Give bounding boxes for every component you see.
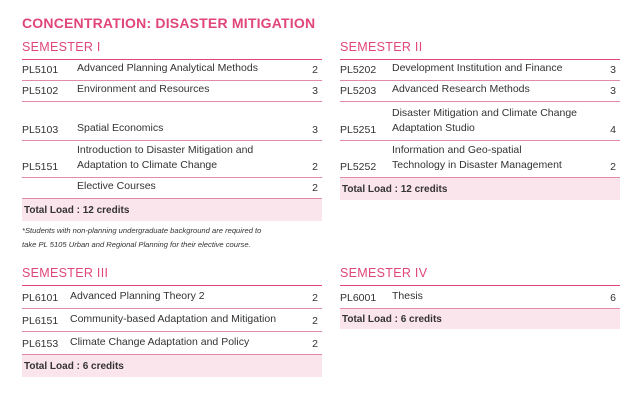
- course-code: PL6101: [22, 292, 59, 304]
- course-code: PL5203: [340, 85, 377, 97]
- course-row: [340, 286, 620, 309]
- course-row: [22, 81, 322, 102]
- course-row: [340, 141, 620, 178]
- course-credits: 2: [610, 161, 616, 173]
- course-credits: 2: [312, 64, 318, 76]
- course-row: [22, 286, 322, 309]
- course-name: Disaster Mitigation and Climate Change Adaptation Studio: [392, 107, 578, 134]
- course-credits: 2: [312, 292, 318, 304]
- course-row: [22, 332, 322, 355]
- course-row: [22, 102, 322, 141]
- course-credits: 3: [610, 85, 616, 97]
- total-load: Total Load : 6 credits: [22, 355, 322, 377]
- course-row: [22, 178, 322, 199]
- semester-3-section: [22, 266, 322, 377]
- course-row: [340, 60, 620, 81]
- course-name: Thesis: [392, 290, 423, 302]
- course-name: Elective Courses: [77, 180, 156, 192]
- course-code: PL6153: [22, 338, 59, 350]
- course-row: [340, 81, 620, 102]
- course-code: PL5202: [340, 64, 377, 76]
- course-name: Development Institution and Finance: [392, 62, 563, 74]
- total-load: Total Load : 6 credits: [340, 309, 620, 329]
- semester-heading: SEMESTER IV: [340, 266, 620, 286]
- course-row: [22, 60, 322, 81]
- course-code: PL6151: [22, 315, 59, 327]
- course-row: [22, 309, 322, 332]
- course-name: Spatial Economics: [77, 122, 164, 134]
- semester-1-section: [22, 40, 322, 252]
- semester-4-section: [340, 266, 620, 329]
- course-name: Advanced Planning Theory 2: [70, 290, 205, 302]
- course-credits: 2: [312, 161, 318, 173]
- semester-heading: SEMESTER II: [340, 40, 620, 60]
- course-credits: 3: [610, 64, 616, 76]
- course-row: [340, 102, 620, 141]
- course-code: PL5101: [22, 64, 59, 76]
- course-name: Advanced Planning Analytical Methods: [77, 62, 258, 74]
- course-credits: 4: [610, 124, 616, 136]
- course-credits: 2: [312, 338, 318, 350]
- course-name: Climate Change Adaptation and Policy: [70, 336, 250, 348]
- course-credits: 6: [610, 292, 616, 304]
- total-load: Total Load : 12 credits: [22, 199, 322, 221]
- course-row: [22, 141, 322, 178]
- course-name: Community-based Adaptation and Mitigation: [70, 313, 277, 325]
- course-code: PL5103: [22, 124, 59, 136]
- page-title: CONCENTRATION: DISASTER MITIGATION: [22, 15, 316, 31]
- course-name: Information and Geo-spatial Technology in Disaster Management: [392, 144, 562, 171]
- semester-2-section: [340, 40, 620, 200]
- course-name: Environment and Resources: [77, 83, 210, 95]
- semester-heading: SEMESTER III: [22, 266, 322, 286]
- course-name: Advanced Research Methods: [392, 83, 530, 95]
- course-code: PL5252: [340, 161, 377, 173]
- elective-footnote: *Students with non-planning undergraduate background are required to take PL 5105 Urban and Regional Planning for their elective course.: [22, 226, 262, 249]
- course-name: Introduction to Disaster Mitigation and Adaptation to Climate Change: [77, 144, 254, 171]
- total-load: Total Load : 12 credits: [340, 178, 620, 200]
- course-code: PL5102: [22, 85, 59, 97]
- semester-heading: SEMESTER I: [22, 40, 322, 60]
- course-credits: 2: [312, 182, 318, 194]
- course-code: PL5251: [340, 124, 377, 136]
- course-credits: 3: [312, 124, 318, 136]
- course-credits: 2: [312, 315, 318, 327]
- course-code: PL5151: [22, 161, 59, 173]
- course-code: PL6001: [340, 292, 377, 304]
- course-credits: 3: [312, 85, 318, 97]
